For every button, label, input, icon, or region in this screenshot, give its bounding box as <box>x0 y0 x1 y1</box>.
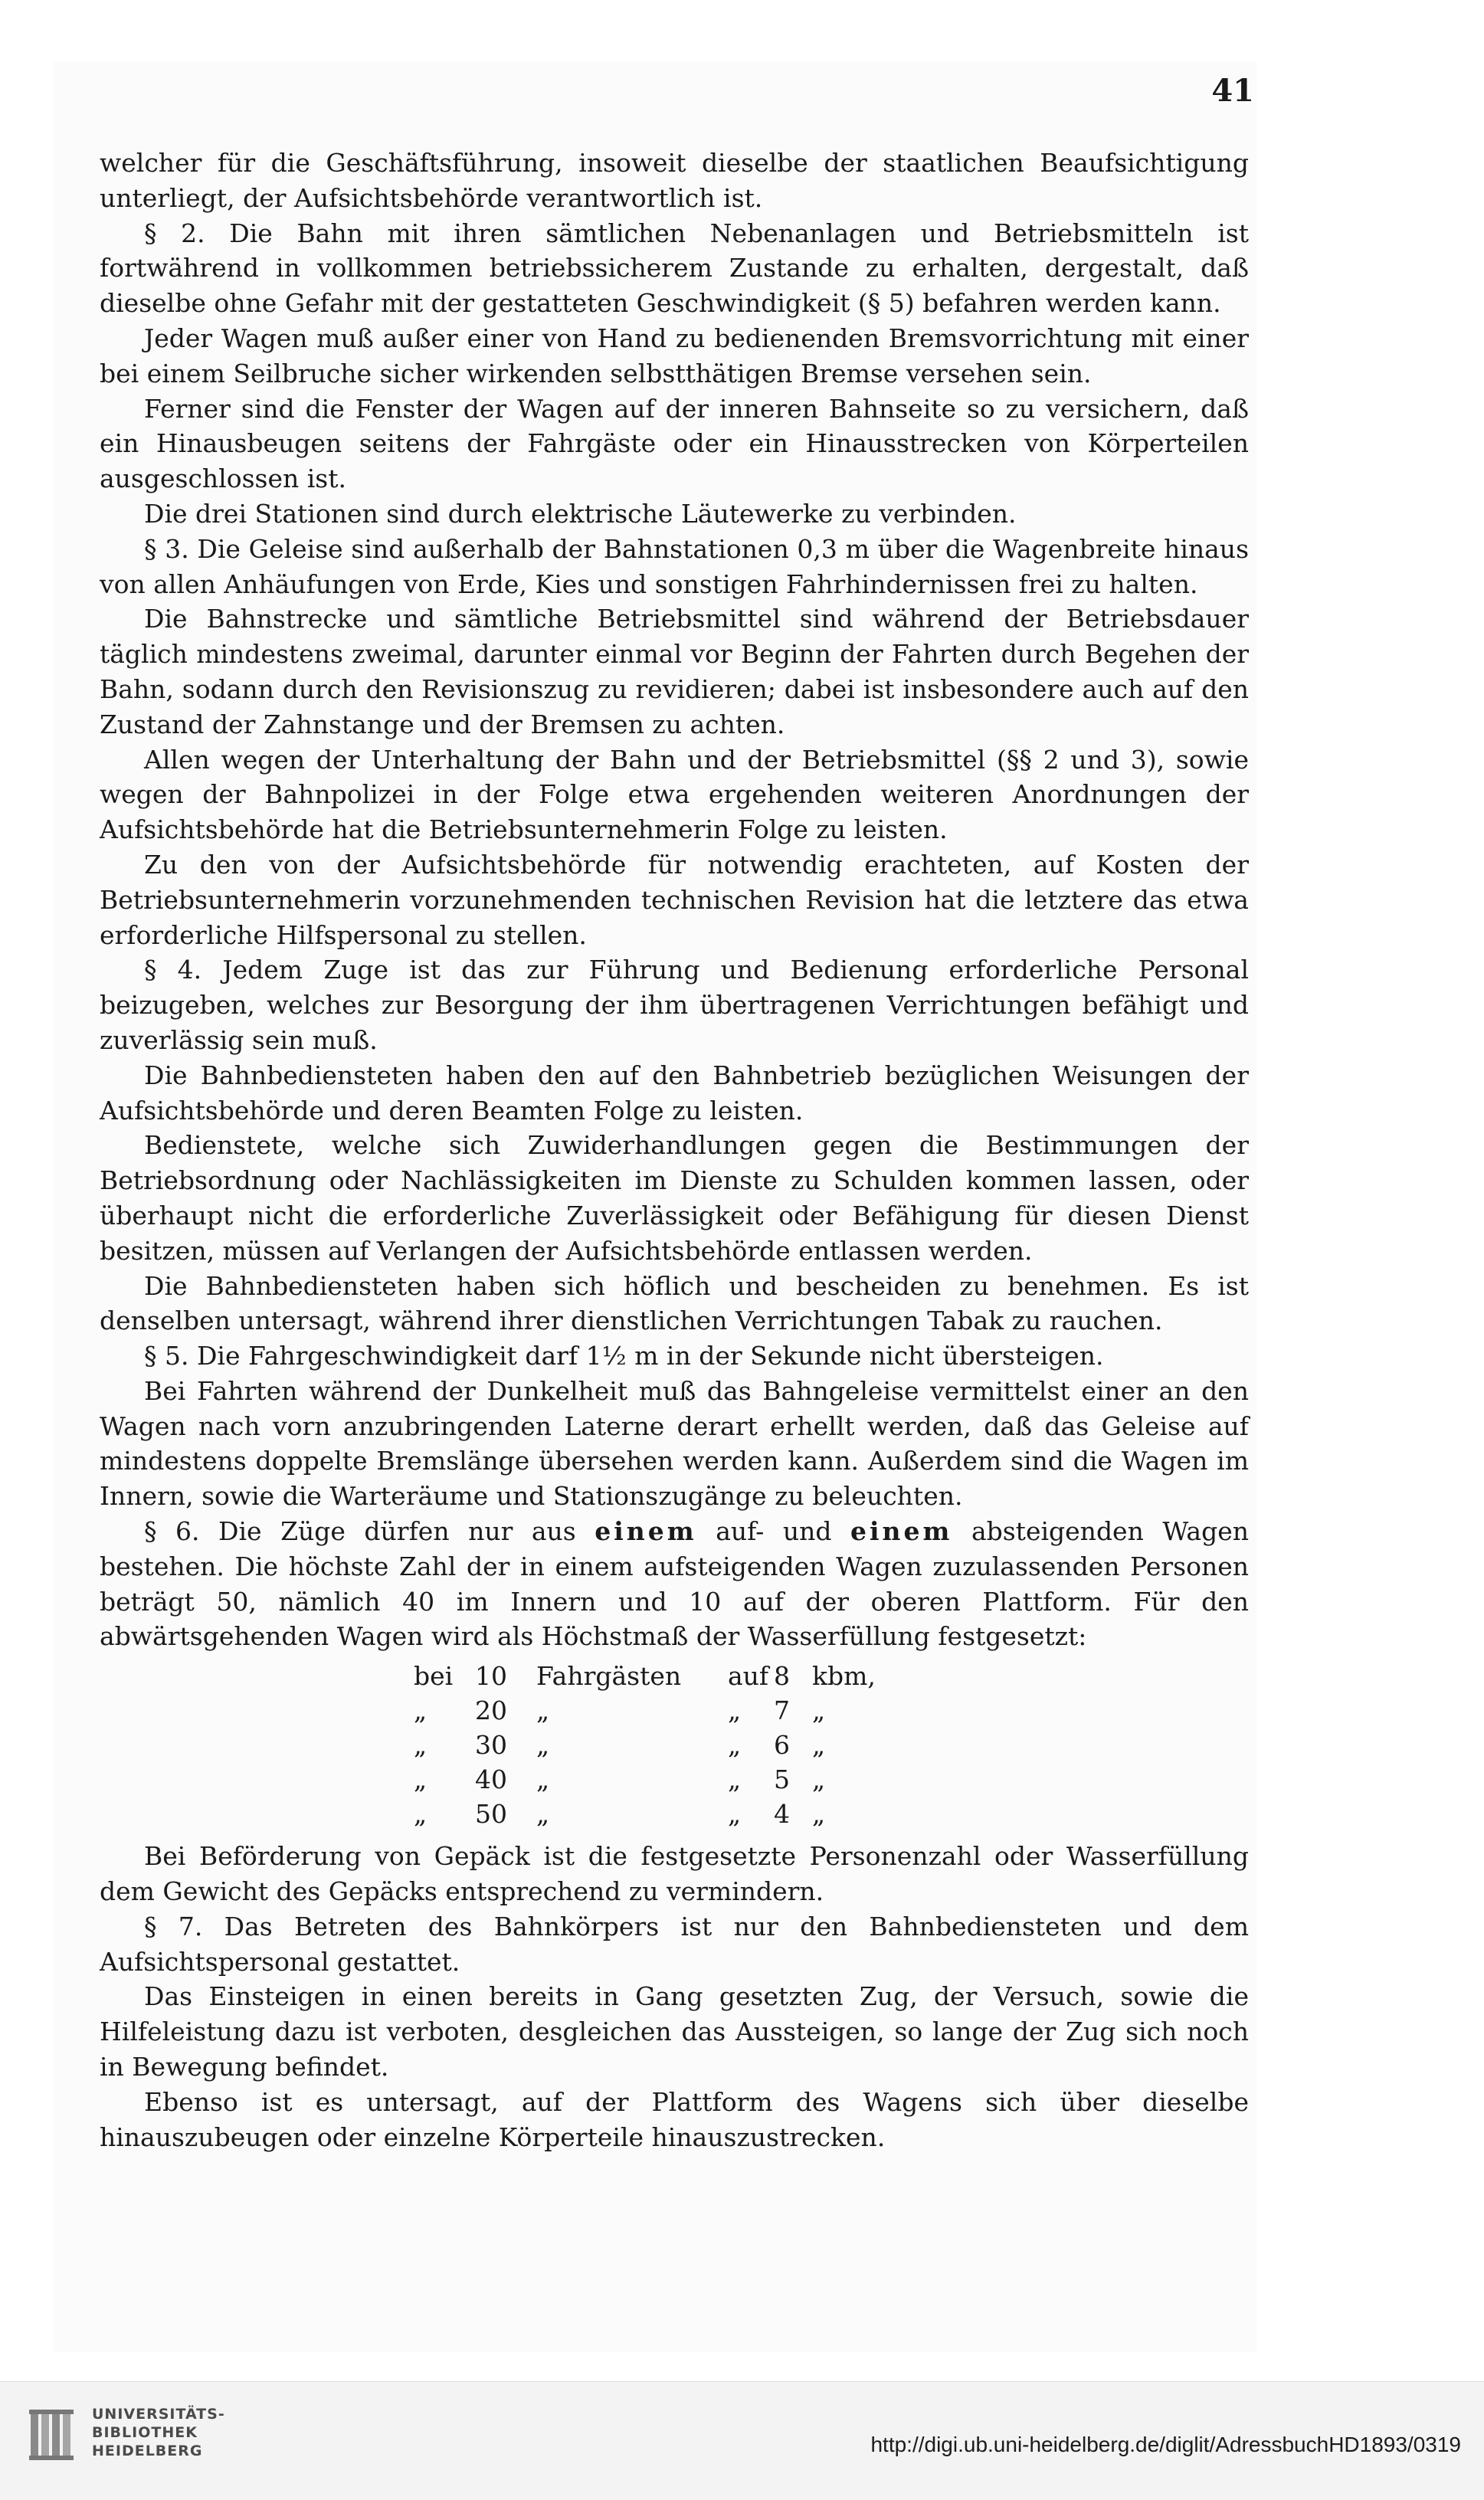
table-cell-conj: auf <box>728 1661 769 1692</box>
table-cell-volume: 4 <box>774 1799 790 1830</box>
library-name-line-2: BIBLIOTHEK <box>92 2424 198 2441</box>
table-cell-conj: „ <box>728 1696 742 1726</box>
paragraph: § 3. Die Geleise sind außerhalb der Bahnstationen 0,3 m über die Wagenbreite hinaus von allen Anhäufungen von Erde, Kies und sonstigen Fahrhindernissen frei zu halten. <box>100 533 1249 599</box>
table-row <box>414 1693 873 1728</box>
paragraph: § 2. Die Bahn mit ihren sämtlichen Nebenanlagen und Betriebsmitteln ist fortwährend in vollkommen betriebssicherem Zustande zu erhalten, dergestalt, daß dieselbe ohne Gefahr mit der gestatteten Geschwindigkeit (§ 5) befahren werden kann. <box>100 218 1249 319</box>
paragraph: Bei Beförderung von Gepäck ist die festgesetzte Personenzahl oder Wasserfüllung dem Gewicht des Gepäcks entsprechend zu vermindern. <box>100 1841 1249 1907</box>
section-6-text-end: absteigenden Wagen bestehen. Die höchste Zahl der in einem aufsteigenden Wagen zuzulassenden Personen beträgt 50, nämlich 40 im Innern und 10 auf der oberen Plattform. Für den abwärtsgehenden Wagen wird als Höchstmaß der Wasserfüllung festgesetzt: <box>100 1516 1249 1652</box>
table-cell-conj: „ <box>728 1764 742 1795</box>
paragraph: Ferner sind die Fenster der Wagen auf der inneren Bahnseite so zu versichern, daß ein Hinausbeugen seitens der Fahrgäste oder ein Hinausstrecken von Körperteilen ausgeschlossen ist. <box>100 393 1249 494</box>
water-filling-table <box>414 1659 876 1831</box>
paragraph: § 7. Das Betreten des Bahnkörpers ist nur den Bahnbediensteten und dem Aufsichtspersonal gestattet. <box>100 1911 1249 1977</box>
table-cell-volume: 6 <box>774 1730 790 1761</box>
table-row <box>414 1728 873 1762</box>
table-cell-passengers: 10 <box>475 1661 507 1692</box>
paragraph: Bei Fahrten während der Dunkelheit muß das Bahngeleise vermittelst einer an den Wagen nach vorn anzubringenden Laterne derart erhellt werden, daß das Geleise auf mindestens doppelte Bremslänge übersehen werden kann. Außerdem sind die Wagen im Innern, sowie die Warteräume und Stationszugänge zu beleuchten. <box>100 1375 1249 1512</box>
table-row <box>414 1797 873 1831</box>
table-cell-unit: „ <box>812 1799 826 1830</box>
table-cell-prefix: „ <box>414 1730 428 1761</box>
table-cell-unit: „ <box>812 1696 826 1726</box>
page-body <box>100 146 1249 2154</box>
table-cell-volume: 8 <box>774 1661 790 1692</box>
section-6-text-start: § 6. Die Züge dürfen nur aus <box>144 1516 595 1547</box>
table-cell-prefix: „ <box>414 1696 428 1726</box>
table-cell-label: „ <box>536 1764 550 1795</box>
paragraph: Zu den von der Aufsichtsbehörde für notwendig erachteten, auf Kosten der Betriebsunternehmerin vorzunehmenden technischen Revision hat die letztere das etwa erforderliche Hilfspersonal zu stellen. <box>100 849 1249 950</box>
paragraph: Die Bahnstrecke und sämtliche Betriebsmittel sind während der Betriebsdauer täglich mindestens zweimal, darunter einmal vor Beginn der Fahrten durch Begehen der Bahn, sodann durch den Revisionszug zu revidieren; dabei ist insbesondere auch auf den Zustand der Zahnstange und der Bremsen zu achten. <box>100 604 1249 739</box>
table-row <box>414 1762 873 1797</box>
table-cell-unit: „ <box>812 1730 826 1761</box>
library-name-line-3: HEIDELBERG <box>92 2443 203 2459</box>
paragraph-group-top <box>100 146 1249 1514</box>
table-cell-unit: „ <box>812 1764 826 1795</box>
table-cell-passengers: 40 <box>475 1764 507 1795</box>
paragraph: Bedienstete, welche sich Zuwiderhandlungen gegen die Bestimmungen der Betriebsordnung oder Nachlässigkeiten im Dienste zu Schulden kommen lassen, oder überhaupt nicht die erforderliche Zuverlässigkeit oder Befähigung für diesen Dienst besitzen, müssen auf Verlangen der Aufsichtsbehörde entlassen werden. <box>100 1130 1249 1266</box>
paragraph: Allen wegen der Unterhaltung der Bahn und der Betriebsmittel (§§ 2 und 3), sowie wegen der Bahnpolizei in der Folge etwa ergehenden weiteren Anordnungen der Aufsichtsbehörde hat die Betriebsunternehmerin Folge zu leisten. <box>100 744 1249 845</box>
paragraph: Die Bahnbediensteten haben sich höflich und bescheiden zu benehmen. Es ist denselben untersagt, während ihrer dienstlichen Verrichtungen Tabak zu rauchen. <box>100 1270 1249 1336</box>
section-6-paragraph <box>100 1514 1249 1654</box>
paragraph: Jeder Wagen muß außer einer von Hand zu bedienenden Bremsvorrichtung mit einer bei einem Seilbruche sicher wirkenden selbstthätigen Bremse versehen sein. <box>100 323 1249 388</box>
table-cell-label: Fahrgästen <box>536 1661 682 1692</box>
section-6-emphasis-1: einem <box>595 1516 697 1547</box>
table-cell-passengers: 30 <box>475 1730 507 1761</box>
table-row <box>414 1659 876 1693</box>
source-url[interactable]: http://digi.ub.uni-heidelberg.de/diglit/AdressbuchHD1893/0319 <box>870 2433 1461 2456</box>
table-cell-prefix: „ <box>414 1764 428 1795</box>
library-name <box>92 2405 225 2460</box>
paragraph: Ebenso ist es untersagt, auf der Plattform des Wagens sich über dieselbe hinauszubeugen oder einzelne Körperteile hinauszustrecken. <box>100 2086 1249 2152</box>
table-cell-volume: 7 <box>774 1696 790 1726</box>
footer-bar <box>0 2381 1484 2500</box>
table-cell-conj: „ <box>728 1730 742 1761</box>
table-cell-prefix: bei <box>414 1661 454 1692</box>
table-cell-passengers: 50 <box>475 1799 507 1830</box>
paragraph: Die Bahnbediensteten haben den auf den Bahnbetrieb bezüglichen Weisungen der Aufsichtsbehörde und deren Beamten Folge zu leisten. <box>100 1060 1249 1125</box>
table-cell-unit: kbm, <box>812 1661 876 1692</box>
table-cell-conj: „ <box>728 1799 742 1830</box>
paragraph-group-bottom <box>100 1839 1249 2154</box>
section-6-emphasis-2: einem <box>850 1516 953 1547</box>
paragraph: Das Einsteigen in einen bereits in Gang gesetzten Zug, der Versuch, sowie die Hilfeleistung dazu ist verboten, desgleichen das Aussteigen, so lange der Zug sich noch in Bewegung befindet. <box>100 1981 1249 2082</box>
paragraph: Die drei Stationen sind durch elektrische Läutewerke zu verbinden. <box>144 498 1017 529</box>
section-6-text-middle: auf- und <box>696 1516 850 1547</box>
table-cell-prefix: „ <box>414 1799 428 1830</box>
library-name-line-1: UNIVERSITÄTS- <box>92 2406 225 2423</box>
table-cell-passengers: 20 <box>475 1696 507 1726</box>
paragraph: § 5. Die Fahrgeschwindigkeit darf 1½ m in der Sekunde nicht übersteigen. <box>144 1341 1104 1371</box>
table-cell-label: „ <box>536 1799 550 1830</box>
paragraph: welcher für die Geschäftsführung, insoweit dieselbe der staatlichen Beaufsichtigung unterliegt, der Aufsichtsbehörde verantwortlich ist. <box>100 148 1249 213</box>
table-cell-label: „ <box>536 1730 550 1761</box>
paragraph: § 4. Jedem Zuge ist das zur Führung und Bedienung erforderliche Personal beizugeben, welches zur Besorgung der ihm übertragenen Verrichtungen befähigt und zuverlässig sein muß. <box>100 955 1249 1055</box>
page-number: 41 <box>1211 73 1254 109</box>
table-cell-volume: 5 <box>774 1764 790 1795</box>
library-logo-icon <box>28 2408 81 2462</box>
table-cell-label: „ <box>536 1696 550 1726</box>
